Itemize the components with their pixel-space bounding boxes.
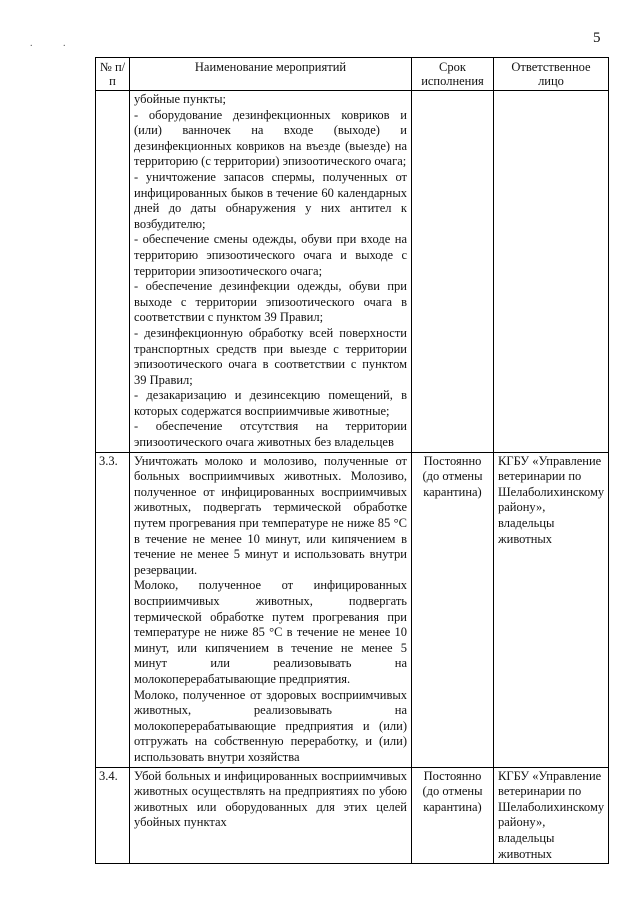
measure-paragraph: - обеспечение дезинфекции одежды, обуви при выходе с территории эпизоотического очага в соответствии с пунктом 39 Правил;	[134, 279, 407, 325]
measure-paragraph: - обеспечение смены одежды, обуви при входе на территорию эпизоотического очага и выходе с территории эпизоотического очага;	[134, 232, 407, 278]
row-responsible: КГБУ «Управление ветеринарии по Шелаболихинскому району», владельцы животных	[494, 767, 609, 864]
table-row	[96, 91, 609, 453]
row-measures	[130, 767, 412, 864]
measure-paragraph: Уничтожать молоко и молозиво, полученные от больных восприимчивых животных. Молозиво, полученное от инфицированных восприимчивых животных, подвергать термической обработке путем прогревания при температуре не ниже 85 °С в течение не менее 10 минут, или кипячением в течение не менее 5 минут и использовать внутри резервации.	[134, 453, 407, 577]
row-measures	[130, 91, 412, 453]
measure-paragraph: Убой больных и инфицированных восприимчивых животных осуществлять на предприятиях по убою животных или оборудованных для этих целей убойных пунктах	[134, 768, 407, 830]
row-num: 3.4.	[96, 767, 130, 864]
row-term	[412, 91, 494, 453]
header-responsible: Ответственное лицо	[494, 58, 609, 91]
row-num	[96, 91, 130, 453]
table-row	[96, 452, 609, 767]
measure-paragraph: убойные пункты;	[134, 92, 227, 106]
row-responsible	[494, 91, 609, 453]
measure-paragraph: Молоко, полученное от здоровых восприимчивых животных, реализовывать на молокоперерабатывающие предприятия и (или) отгружать на собственную переработку, и (или) использовать внутри хозяйства	[134, 687, 407, 764]
row-term: Постоянно (до отмены карантина)	[412, 452, 494, 767]
table-row	[96, 767, 609, 864]
row-measures	[130, 452, 412, 767]
measure-paragraph: - дезакаризацию и дезинсекцию помещений, в которых содержатся восприимчивые животные;	[134, 388, 407, 418]
header-name: Наименование мероприятий	[130, 58, 412, 91]
measures-table	[95, 57, 609, 864]
table-header-row	[96, 58, 609, 91]
row-responsible: КГБУ «Управление ветеринарии по Шелаболихинскому району», владельцы животных	[494, 452, 609, 767]
row-term: Постоянно (до отмены карантина)	[412, 767, 494, 864]
scan-specks: . .	[30, 38, 80, 49]
header-term: Срок исполнения	[412, 58, 494, 91]
header-num: № п/п	[96, 58, 130, 91]
measure-paragraph: - оборудование дезинфекционных ковриков и (или) ванночек на входе (выходе) и дезинфекционных ковриков на въезде (выезде) на территорию (с территории) эпизоотического очага;	[134, 107, 407, 169]
row-num: 3.3.	[96, 452, 130, 767]
measure-paragraph: - обеспечение отсутствия на территории эпизоотического очага животных без владельцев	[134, 419, 407, 450]
measure-paragraph: - дезинфекционную обработку всей поверхности транспортных средств при выезде с территории эпизоотического очага в соответствии с пунктом 39 Правил;	[134, 325, 407, 387]
measure-paragraph: Молоко, полученное от инфицированных восприимчивых животных, подвергать термической обработке путем прогревания при температуре не ниже 85 °С в течение не менее 10 минут, или кипячением в течение не менее 5 минут или реализовывать на молокоперерабатывающие предприятия.	[134, 578, 407, 686]
measure-paragraph: - уничтожение запасов спермы, полученных от инфицированных быков в течение 60 календарных дней до даты обнаружения у них антител к возбудителю;	[134, 169, 407, 231]
page-number: 5	[593, 30, 601, 46]
